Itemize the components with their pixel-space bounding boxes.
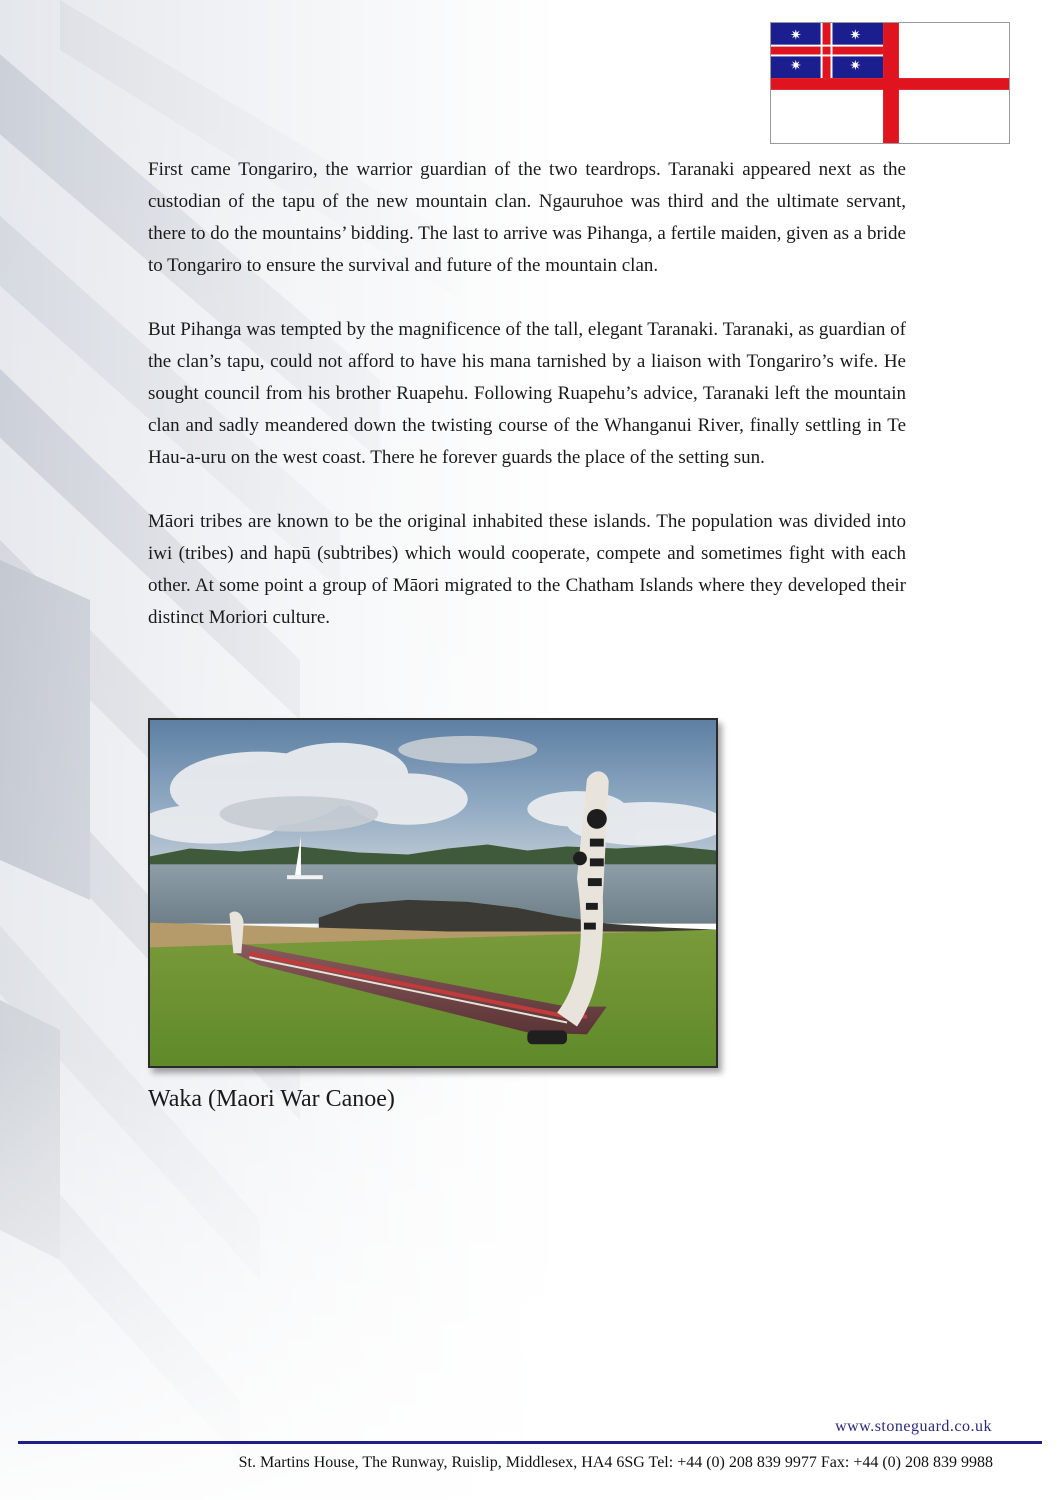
paragraph-1: First came Tongariro, the warrior guardian of the two teardrops. Taranaki appeared next as the custodian of the tapu of the new mountain clan. Ngauruhoe was third and the ultimate servant, there to do the mountains’ bidding. The last to arrive was Pihanga, a fertile maiden, given as a bride to Tongariro to ensure the survival and future of the mountain clan. — [148, 159, 906, 276]
paragraph-2: But Pihanga was tempted by the magnificence of the tall, elegant Taranaki. Taranaki, as guardian of the clan’s tapu, could not afford to have his mana tarnished by a liaison with Tongariro’s wife. He sought council from his brother Ruapehu. Following Ruapehu’s advice, Taranaki left the mountain clan and sadly meandered down the twisting course of the Whanganui River, finally settling in Te Hau-a-uru on the west coast. There he forever guards the place of the setting sun. — [148, 319, 906, 468]
footer-address: St. Martins House, The Runway, Ruislip, Middlesex, HA4 6SG Tel: +44 (0) 208 839 9977 Fax: +44 (0) 208 839 9988 — [238, 1454, 993, 1471]
body-text — [148, 154, 906, 666]
footer-divider — [18, 1441, 1042, 1444]
svg-text:✷: ✷ — [789, 58, 802, 75]
united-tribes-flag-icon — [770, 22, 1010, 144]
svg-text:✷: ✷ — [789, 27, 802, 44]
waka-canoe-photo — [148, 718, 718, 1068]
svg-text:✷: ✷ — [849, 58, 862, 75]
paragraph-3: Māori tribes are known to be the original inhabited these islands. The population was divided into iwi (tribes) and hapū (subtribes) which would cooperate, compete and sometimes fight with each other. At some point a group of Māori migrated to the Chatham Islands where they developed their distinct Moriori culture. — [148, 511, 906, 628]
footer-website-link[interactable]: www.stoneguard.co.uk — [835, 1418, 992, 1435]
svg-text:✷: ✷ — [849, 27, 862, 44]
photo-caption: Waka (Maori War Canoe) — [148, 1086, 395, 1112]
